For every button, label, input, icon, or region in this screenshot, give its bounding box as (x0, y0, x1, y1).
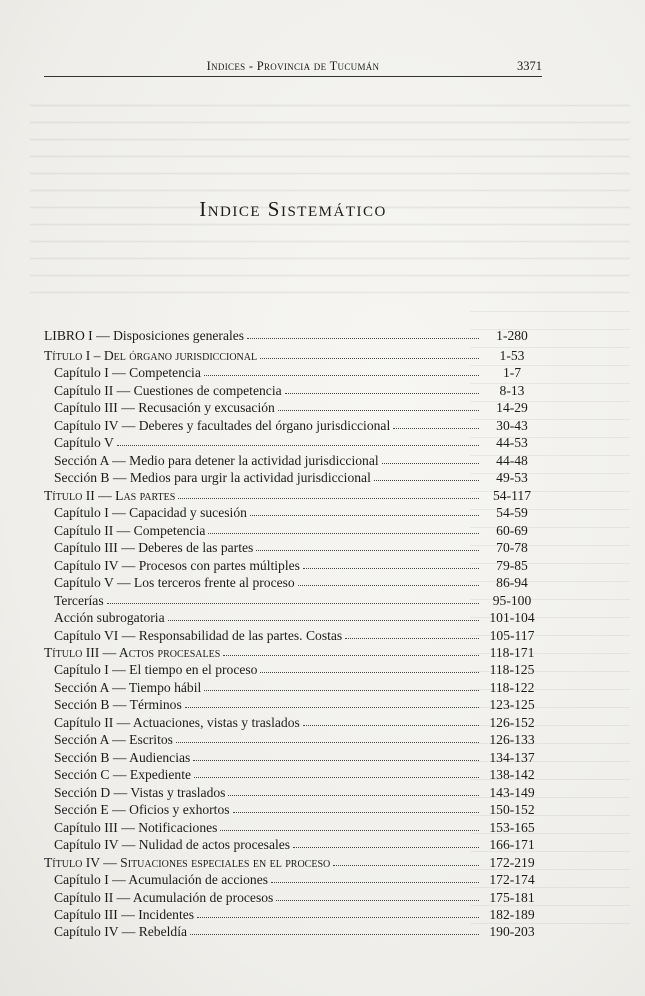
toc-entry (44, 399, 542, 416)
toc-entry-label: Capítulo IV — Deberes y facultades del órgano jurisdiccional (54, 417, 391, 433)
toc-entry-pages: 153-165 (489, 819, 535, 835)
toc-entry-pages: 86-94 (496, 575, 528, 591)
toc-entry (44, 644, 542, 661)
toc-entry-label: Capítulo V (54, 435, 114, 451)
dot-leader (260, 357, 479, 359)
toc-entry (44, 696, 542, 713)
dot-leader (271, 881, 479, 883)
toc-entry-pages: 30-43 (496, 417, 528, 433)
dot-leader (117, 444, 479, 446)
toc-entry-pages: 118-122 (489, 679, 535, 695)
toc-entry (44, 661, 542, 678)
dot-leader (185, 706, 479, 708)
toc-entry (44, 487, 542, 504)
toc-entry (44, 627, 542, 644)
dot-leader (193, 759, 479, 761)
dot-leader (168, 619, 479, 621)
toc-entry-label: Sección B — Audiencias (54, 749, 191, 765)
toc-entry-pages: 166-171 (489, 837, 535, 853)
toc-entry-pages: 123-125 (489, 697, 535, 713)
dot-leader (382, 462, 479, 464)
toc-entry (44, 923, 542, 940)
toc-entry-label: Capítulo I — Competencia (54, 365, 201, 381)
toc-entry-label: Sección B — Medios para urgir la actividad jurisdiccional (54, 470, 371, 486)
dot-leader (256, 549, 479, 551)
toc-entry (44, 592, 542, 609)
toc-entry-pages: 60-69 (496, 522, 528, 538)
toc-entry (44, 714, 542, 731)
toc-entry-pages: 54-117 (492, 487, 531, 503)
toc-entry (44, 766, 542, 783)
dot-leader (345, 637, 479, 639)
dot-leader (176, 741, 479, 743)
toc-entry-pages: 70-78 (496, 540, 528, 556)
toc-entry-label: Capítulo I — El tiempo en el proceso (54, 662, 258, 678)
toc-entry-label: Título III — Actos procesales (44, 644, 221, 660)
toc-entry (44, 434, 542, 451)
toc-entry-label: Capítulo II — Competencia (54, 522, 206, 538)
toc-entry-pages: 118-171 (489, 644, 535, 660)
toc-entry-pages: 134-137 (489, 749, 535, 765)
toc-entry-label: Capítulo I — Capacidad y sucesión (54, 505, 247, 521)
toc-entry (44, 452, 542, 469)
toc-entry-pages: 150-152 (489, 802, 535, 818)
toc-entry-pages: 182-189 (489, 907, 535, 922)
toc-entry-pages: 1-53 (499, 348, 525, 363)
toc-entry (44, 801, 542, 818)
toc-entry-label: Capítulo V — Los terceros frente al proceso (54, 575, 295, 591)
toc-entry-label: Sección D — Vistas y traslados (54, 784, 226, 800)
dot-leader (285, 392, 479, 394)
toc-entry-pages: 143-149 (489, 784, 535, 800)
toc-entry-label: Capítulo IV — Nulidad de actos procesales (54, 837, 291, 853)
dot-leader (278, 409, 479, 411)
toc-entry-pages: 126-152 (489, 714, 535, 730)
dot-leader (303, 724, 479, 726)
dot-leader (208, 532, 479, 534)
dot-leader (247, 337, 479, 339)
toc-entry-label: LIBRO I — Disposiciones generales (44, 328, 245, 343)
table-of-contents (44, 325, 542, 941)
toc-entry-label: Capítulo VI — Responsabilidad de las partes. Costas (54, 627, 343, 643)
dot-leader (204, 689, 479, 691)
toc-entry-pages: 101-104 (489, 610, 535, 626)
dot-leader (260, 671, 479, 673)
toc-entry-label: Capítulo II — Actuaciones, vistas y traslados (54, 714, 300, 730)
dot-leader (190, 933, 479, 935)
header-title: Indices - Provincia de Tucumán (206, 59, 380, 73)
toc-entry-label: Capítulo IV — Procesos con partes múltiples (54, 557, 300, 573)
toc-entry (44, 871, 542, 888)
toc-entry (44, 417, 542, 434)
toc-entry-label: Sección A — Medio para detener la actividad jurisdiccional (54, 452, 379, 468)
toc-entry-label: Sección A — Escritos (54, 732, 173, 748)
dot-leader (228, 794, 479, 796)
toc-entry-label: Sección B — Términos (54, 697, 182, 713)
toc-entry (44, 557, 542, 574)
toc-entry (44, 731, 542, 748)
toc-entry-label: Título II — Las partes (44, 487, 176, 503)
toc-entry-pages: 44-53 (496, 435, 528, 451)
toc-entry-pages: 105-117 (489, 627, 535, 643)
toc-entry (44, 382, 542, 399)
dot-leader (393, 427, 479, 429)
running-header (44, 58, 542, 77)
toc-entry-label: Título IV — Situaciones especiales en el proceso (44, 854, 331, 870)
dot-leader (303, 567, 479, 569)
toc-entry-label: Capítulo III — Recusación y excusación (54, 400, 275, 416)
toc-entry (44, 784, 542, 801)
toc-entry-pages: 126-133 (489, 732, 535, 748)
toc-entry (44, 679, 542, 696)
toc-entry (44, 836, 542, 853)
toc-entry-pages: 79-85 (496, 557, 528, 573)
dot-leader (197, 916, 479, 918)
toc-entry-pages: 118-125 (489, 662, 535, 678)
toc-entry-pages: 172-219 (489, 854, 535, 870)
show-through-text (30, 95, 630, 295)
toc-entry (44, 574, 542, 591)
toc-entry-label: Capítulo III — Notificaciones (54, 819, 218, 835)
toc-entry (44, 347, 542, 364)
header-page-number: 3371 (517, 59, 542, 73)
toc-entry-pages: 95-100 (492, 592, 532, 608)
toc-entry-pages: 49-53 (496, 470, 528, 486)
toc-entry-label: Tercerías (54, 592, 104, 608)
toc-entry-pages: 175-181 (489, 889, 535, 905)
toc-entry (44, 364, 542, 381)
toc-entry-label: Sección E — Oficios y exhortos (54, 802, 230, 818)
dot-leader (107, 602, 479, 604)
toc-entry-label: Sección C — Expediente (54, 767, 192, 783)
toc-entry-pages: 8-13 (499, 382, 525, 398)
toc-entry-pages: 1-280 (496, 328, 528, 343)
dot-leader (233, 811, 479, 813)
toc-entry-label: Capítulo II — Acumulación de procesos (54, 889, 274, 905)
dot-leader (276, 899, 479, 901)
toc-entry-label: Capítulo III — Incidentes (54, 907, 195, 922)
toc-entry (44, 325, 542, 347)
dot-leader (250, 514, 479, 516)
dot-leader (223, 654, 479, 656)
dot-leader (194, 776, 479, 778)
toc-entry (44, 749, 542, 766)
toc-entry-pages: 190-203 (489, 924, 535, 940)
dot-leader (293, 846, 479, 848)
toc-entry-pages: 54-59 (496, 505, 528, 521)
toc-entry-pages: 138-142 (489, 767, 535, 783)
toc-entry-label: Título I – Del órgano jurisdiccional (44, 348, 258, 363)
toc-entry (44, 469, 542, 486)
toc-entry-pages: 44-48 (496, 452, 528, 468)
toc-entry-label: Acción subrogatoria (54, 610, 165, 626)
document-title: Indice Sistemático (199, 197, 387, 221)
dot-leader (178, 497, 479, 499)
toc-entry-pages: 14-29 (496, 400, 528, 416)
toc-entry-label: Capítulo IV — Rebeldía (54, 924, 188, 940)
dot-leader (298, 584, 479, 586)
toc-entry-label: Sección A — Tiempo hábil (54, 679, 202, 695)
toc-entry-label: Capítulo III — Deberes de las partes (54, 540, 254, 556)
toc-entry (44, 522, 542, 539)
toc-entry (44, 906, 542, 923)
dot-leader (204, 374, 479, 376)
toc-entry-label: Capítulo I — Acumulación de acciones (54, 872, 269, 888)
toc-entry (44, 504, 542, 521)
toc-entry-pages: 172-174 (489, 872, 535, 888)
toc-entry (44, 539, 542, 556)
dot-leader (333, 864, 479, 866)
dot-leader (220, 829, 479, 831)
toc-entry-pages: 1-7 (502, 365, 522, 381)
toc-entry (44, 819, 542, 836)
toc-entry (44, 854, 542, 871)
toc-entry (44, 889, 542, 906)
dot-leader (374, 479, 479, 481)
toc-entry-label: Capítulo II — Cuestiones de competencia (54, 382, 282, 398)
toc-entry (44, 609, 542, 626)
